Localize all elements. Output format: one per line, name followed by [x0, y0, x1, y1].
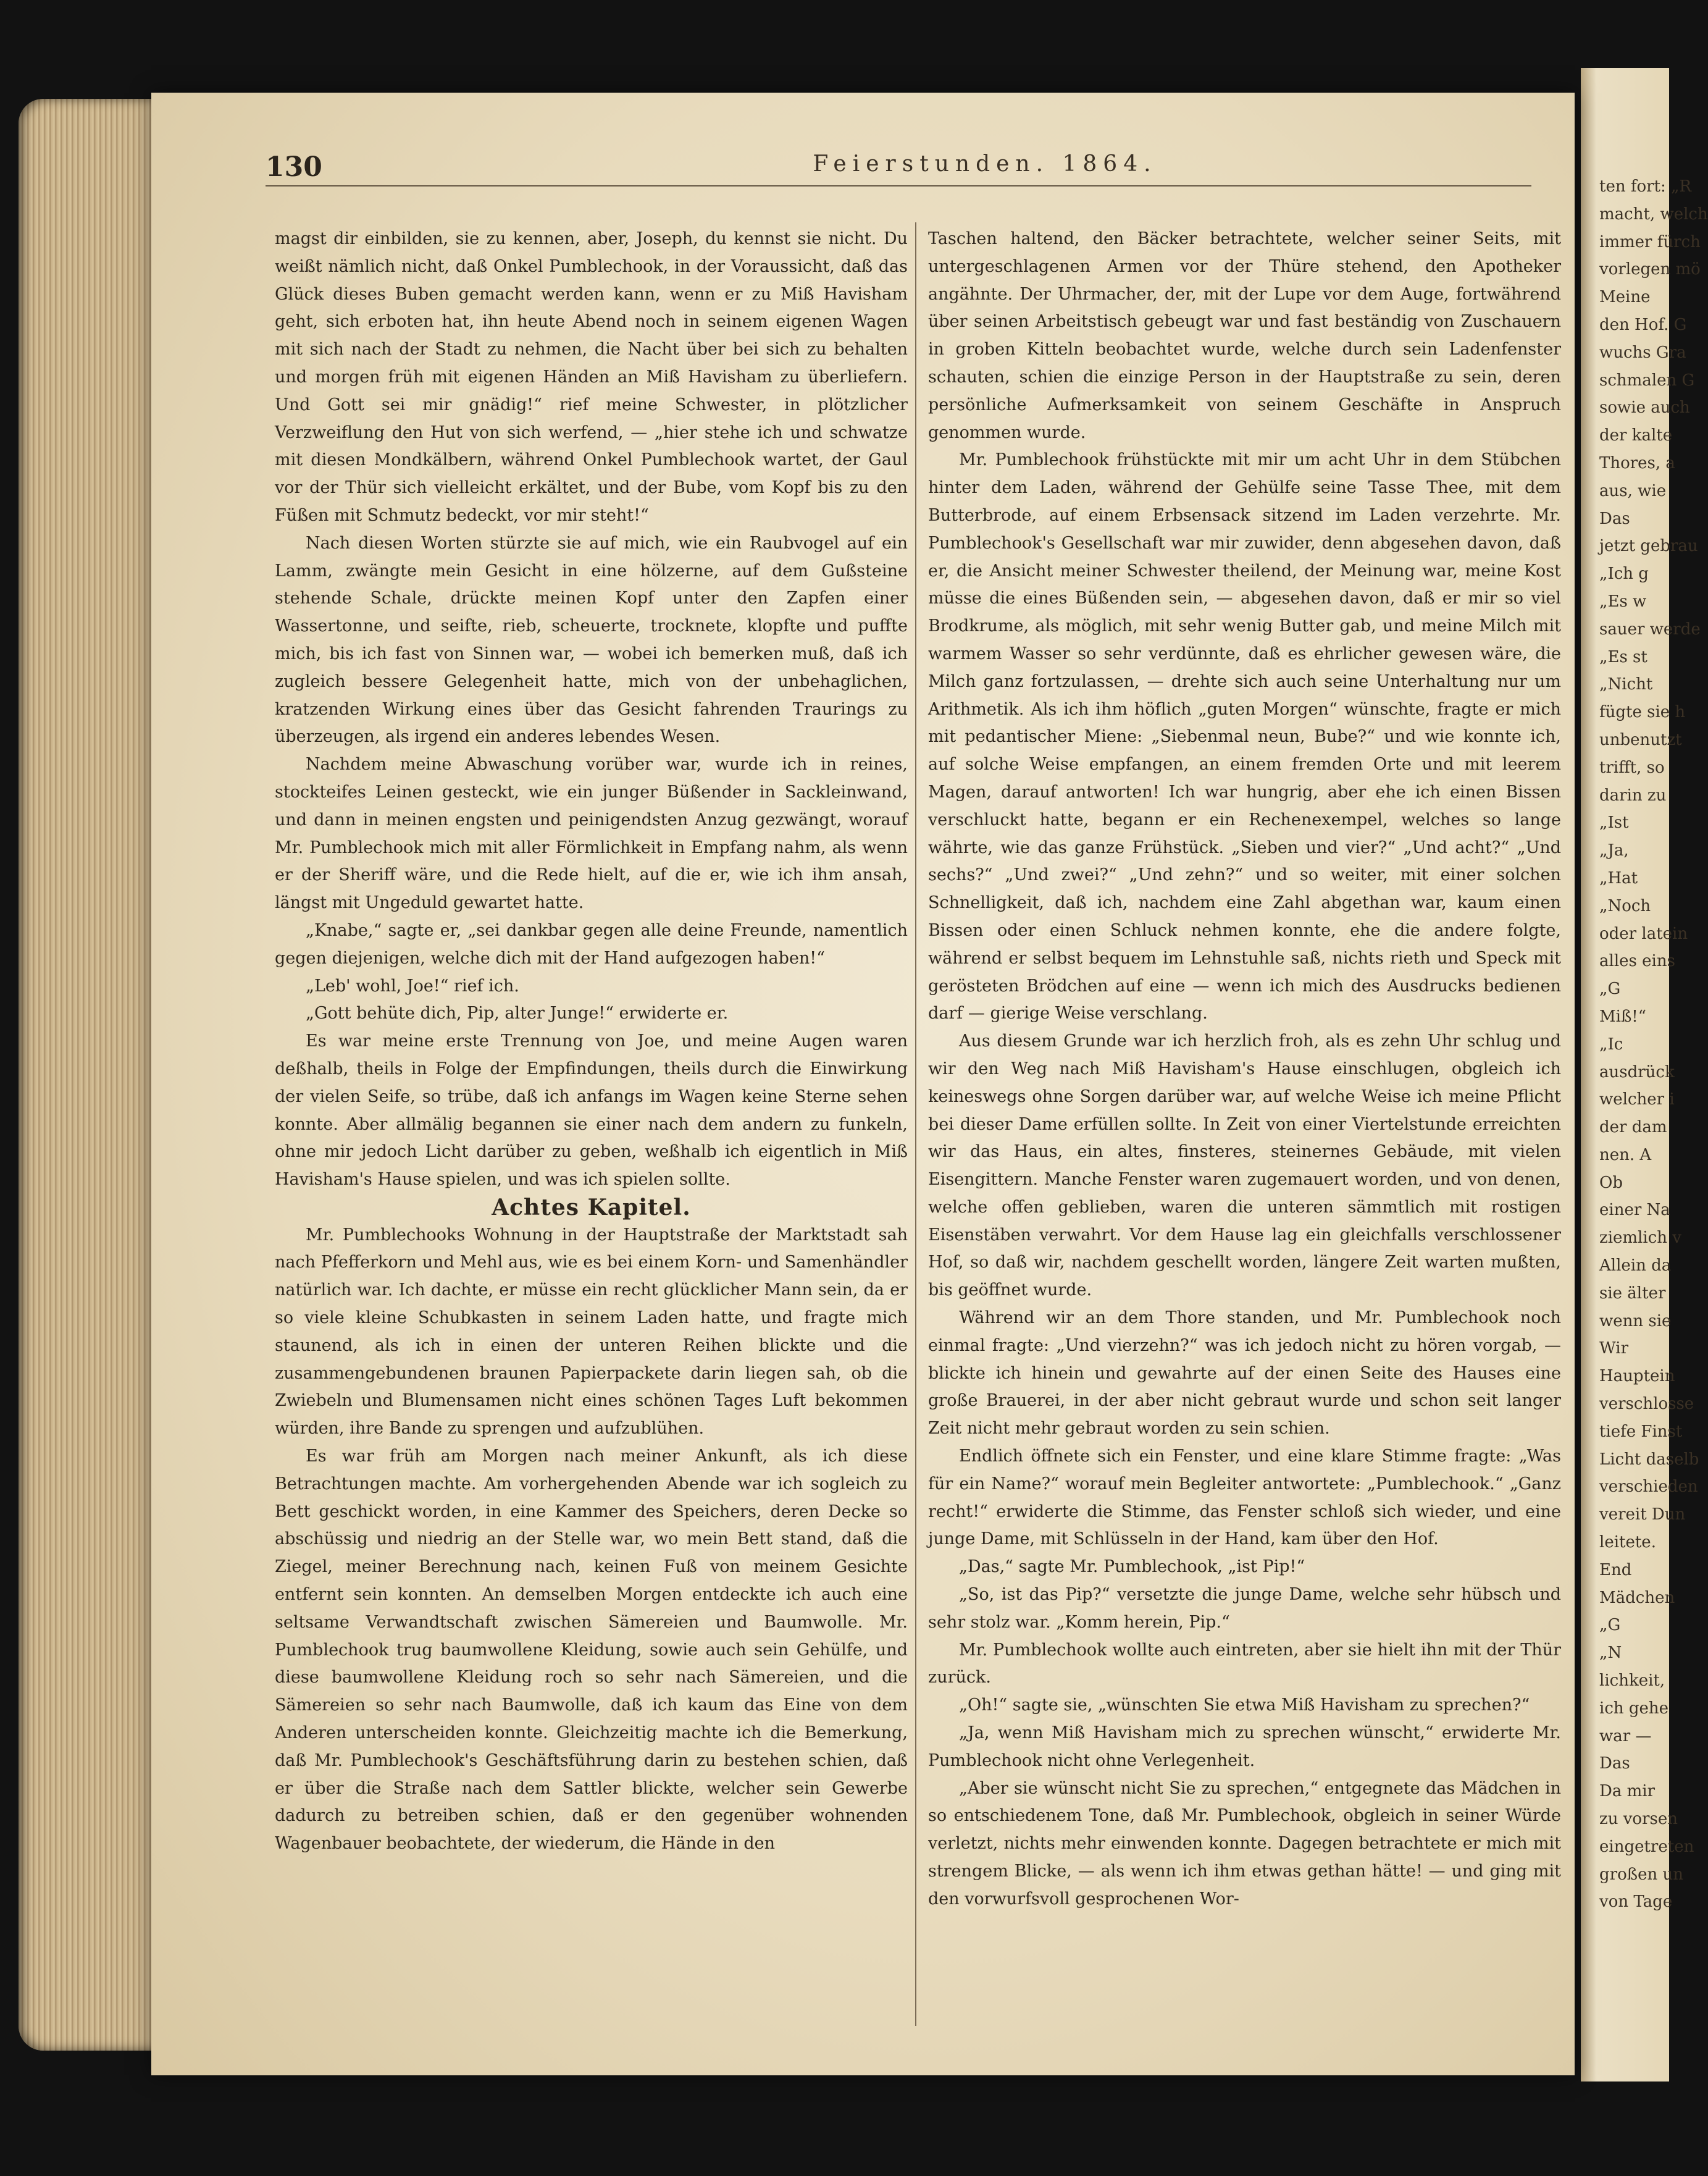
- paragraph: „Ja, wenn Miß Havisham mich zu sprechen wünscht,“ erwiderte Mr. Pumblechook nicht ohne Verlegenheit.: [928, 1723, 1561, 1770]
- fragment-line: der kalte: [1599, 426, 1673, 445]
- fragment-line: Das: [1599, 1754, 1630, 1773]
- fragment-line: sowie auch: [1599, 398, 1690, 418]
- fragment-line: immer fürch: [1599, 232, 1701, 251]
- fragment-line: „Ic: [1599, 1035, 1623, 1054]
- next-page-fragment: [1581, 68, 1708, 2081]
- fragment-line: Licht daselb: [1599, 1450, 1699, 1469]
- fragment-line: „Ist: [1599, 813, 1629, 833]
- chapter-title: Achtes Kapitel.: [492, 1194, 691, 1220]
- fragment-line: der dam: [1599, 1118, 1667, 1137]
- fragment-line: ten fort: „R: [1599, 177, 1692, 196]
- book-page-edges: [19, 99, 173, 2051]
- fragment-line: Wir: [1599, 1339, 1629, 1358]
- paragraph: „Aber sie wünscht nicht Sie zu sprechen,“ entgegnete das Mädchen in so entschiedenem Tone, daß Mr. Pumblechook, obgleich in seiner Würde verletzt, nichts mehr einwenden konnte. Dagegen betrachtete er mich mit strengem Blicke, — als wenn ich ihm etwas gethan hätte! — und ging mit den vorwurfsvoll gesprochenen Wor-: [928, 1778, 1561, 1909]
- fragment-line: darin zu: [1599, 786, 1667, 805]
- next-page-text: [1581, 68, 1708, 1916]
- paragraph: Nach diesen Worten stürzte sie auf mich, wie ein Raubvogel auf ein Lamm, zwängte mein Gesicht in eine hölzerne, auf dem Gußsteine stehende Schale, drückte meinen Kopf unter den Zapfen einer Wassertonne, und seifte, rieb, scheuerte, trocknete, klopfte und puffte mich, bis ich fast von Sinnen war, — wobei ich bemerken muß, daß ich zugleich bessere Gelegenheit hatte, mich von der unbehaglichen, kratzenden Wirkung eines über das Gesicht fahrenden Traurings zu überzeugen, als irgend ein anderes lebendes Wesen.: [275, 533, 908, 747]
- paragraph: Aus diesem Grunde war ich herzlich froh, als es zehn Uhr schlug und wir den Weg nach Miß Havisham's Hause einschlugen, obgleich ich keineswegs ohne Sorgen darüber war, auf welche Weise ich meine Pflicht bei dieser Dame erfüllen sollte. In Zeit von einer Viertelstunde erreichten wir das Haus, ein altes, finsteres, steinernes Gebäude, mit vielen Eisengittern. Manche Fenster waren zugemauert worden, und von denen, welche offen geblieben, waren die unteren sämmtlich mit rostigen Eisenstäben verwahrt. Vor dem Hause lag ein gleichfalls verschlossener Hof, so daß wir, nachdem geschellt worden, längere Zeit warten mußten, bis geöffnet wurde.: [928, 1031, 1561, 1300]
- fragment-line: „N: [1599, 1644, 1622, 1663]
- fragment-line: vereit Dun: [1599, 1505, 1686, 1524]
- paragraph: „Gott behüte dich, Pip, alter Junge!“ erwiderte er.: [306, 1004, 729, 1023]
- fragment-line: lichkeit,: [1599, 1671, 1665, 1691]
- fragment-line: eingetreten: [1599, 1837, 1694, 1856]
- running-title: Feierstunden. 1864.: [813, 151, 1157, 177]
- paragraph: „Knabe,“ sagte er, „sei dankbar gegen alle deine Freunde, namentlich gegen diejenigen, welche dich mit der Hand aufgezogen haben!“: [275, 920, 908, 968]
- column-divider: [915, 222, 916, 2026]
- fragment-line: ausdrück: [1599, 1062, 1675, 1082]
- fragment-line: schmalen G: [1599, 371, 1695, 390]
- fragment-line: „Es st: [1599, 647, 1647, 666]
- fragment-line: Allein da: [1599, 1256, 1672, 1275]
- paragraph: Taschen haltend, den Bäcker betrachtete, welcher seiner Seits, mit untergeschlagenen Armen vor der Thüre stehend, den Apotheker angähnte. Der Uhrmacher, der, mit der Lupe vor dem Auge, fortwährend über seinen Arbeitstisch gebeugt war und fast beständig von Zuschauern in groben Kitteln beobachtet wurde, welche durch sein Ladenfenster schauten, schien die einzige Person in der Hauptstraße zu sein, deren persönliche Aufmerksamkeit von seinem Geschäfte in Anspruch genommen wurde.: [928, 229, 1561, 442]
- fragment-line: macht, welch: [1599, 204, 1708, 224]
- fragment-line: ich gehe: [1599, 1699, 1669, 1718]
- paragraph: Mr. Pumblechook wollte auch eintreten, aber sie hielt ihn mit der Thür zurück.: [928, 1640, 1561, 1687]
- fragment-line: „G: [1599, 1616, 1621, 1635]
- paragraph: Mr. Pumblechooks Wohnung in der Hauptstraße der Marktstadt sah nach Pfefferkorn und Mehl aus, wie es bei einem Korn- und Samenhändler natürlich war. Ich dachte, er müsse ein recht glücklicher Mann sein, da er so viele kleine Schubkasten in seinem Laden hatte, und fragte mich staunend, als ich in einen der unteren Reihen blickte und die zusammengebundenen braunen Papierpackete darin liegen sah, ob die Zwiebeln und Blumensamen nicht eines schönen Tages Luft bekommen würden, ihre Bande zu sprengen und aufzublühen.: [275, 1225, 908, 1439]
- fragment-line: Mädchen: [1599, 1588, 1675, 1607]
- fragment-line: wuchs Gra: [1599, 343, 1686, 362]
- paragraph: „Das,“ sagte Mr. Pumblechook, „ist Pip!“: [959, 1557, 1305, 1577]
- paragraph: Während wir an dem Thore standen, und Mr. Pumblechook noch einmal fragte: „Und vierzehn?“ was ich jedoch nicht zu hören vorgab, — blickte ich hinein und gewahrte auf der einen Seite des Hauses eine große Brauerei, in der aber nicht gebraut wurde und schon seit langer Zeit nicht mehr gebraut worden zu sein schien.: [928, 1308, 1561, 1439]
- page-header: [151, 151, 1575, 188]
- fragment-line: ziemlich v: [1599, 1229, 1681, 1248]
- header-rule: [266, 185, 1531, 187]
- paragraph: „So, ist das Pip?“ versetzte die junge Dame, welche sehr hübsch und sehr stolz war. „Komm herein, Pip.“: [928, 1585, 1561, 1632]
- paragraph: „Oh!“ sagte sie, „wünschten Sie etwa Miß Havisham zu sprechen?“: [959, 1695, 1530, 1715]
- left-column: [275, 225, 908, 2023]
- fragment-line: welcher i: [1599, 1090, 1675, 1109]
- fragment-line: verschlosse: [1599, 1395, 1694, 1414]
- right-column: [928, 225, 1561, 2023]
- book-page: [151, 93, 1575, 2075]
- paragraph: magst dir einbilden, sie zu kennen, aber, Joseph, du kennst sie nicht. Du weißt nämlich nicht, daß Onkel Pumblechook, in der Voraussicht, daß das Glück dieses Buben gemacht werden kann, wenn er zu Miß Havisham geht, sich erboten hat, ihn heute Abend noch in seinem eigenen Wagen mit sich nach der Stadt zu nehmen, die Nacht über bei sich zu behalten und morgen früh mit eigenen Händen an Miß Havisham zu überliefern. Und Gott sei mir gnädig!“ rief meine Schwester, in plötzlicher Verzweiflung den Hut von sich werfend, — „hier stehe ich und schwatze mit diesen Mondkälbern, während Onkel Pumblechook wartet, der Gaul vor der Thür sich vielleicht erkältet, und der Bube, vom Kopf bis zu den Füßen mit Schmutz bedeckt, vor mir steht!“: [275, 229, 908, 525]
- paragraph: Endlich öffnete sich ein Fenster, und eine klare Stimme fragte: „Was für ein Name?“ worauf mein Begleiter antwortete: „Pumblechook.“ „Ganz recht!“ erwiderte die Stimme, das Fenster schloß sich wieder, und eine junge Dame, mit Schlüsseln in der Hand, kam über den Hof.: [928, 1447, 1561, 1549]
- fragment-line: Das: [1599, 509, 1630, 528]
- fragment-line: unbenutzt: [1599, 730, 1682, 749]
- fragment-line: „Nicht: [1599, 675, 1653, 694]
- fragment-line: „Hat: [1599, 868, 1638, 888]
- fragment-line: den Hof. G: [1599, 315, 1687, 334]
- fragment-line: Miß!“: [1599, 1007, 1647, 1026]
- fragment-line: vorlegen mö: [1599, 260, 1701, 279]
- fragment-line: „G: [1599, 980, 1621, 999]
- fragment-line: fügte sie h: [1599, 703, 1686, 722]
- fragment-line: „Es w: [1599, 592, 1647, 611]
- fragment-line: alles eins: [1599, 952, 1675, 971]
- fragment-line: Meine: [1599, 288, 1651, 307]
- paragraph: Es war meine erste Trennung von Joe, und meine Augen waren deßhalb, theils in Folge der Empfindungen, theils durch die Einwirkung der vielen Seife, so trübe, daß ich anfangs im Wagen keine Sterne sehen konnte. Aber allmälig begannen sie einer nach dem andern zu funkeln, ohne mir jedoch Licht darüber zu geben, weßhalb ich eigentlich in Miß Havisham's Hause spielen, und was ich spielen sollte.: [275, 1031, 908, 1190]
- fragment-line: oder latein: [1599, 924, 1688, 943]
- fragment-line: „Noch: [1599, 896, 1651, 915]
- fragment-line: Hauptein: [1599, 1367, 1675, 1386]
- fragment-line: war —: [1599, 1726, 1652, 1745]
- paragraph: Mr. Pumblechook frühstückte mit mir um acht Uhr in dem Stübchen hinter dem Laden, während der Gehülfe seine Tasse Thee, mit dem Butterbrode, auf einem Erbsensack sitzend im Laden verzehrte. Mr. Pumblechook's Gesellschaft war mir zuwider, denn abgesehen davon, daß er, die Ansicht meiner Schwester theilend, der Meinung war, meine Kost müsse die eines Büßenden sein, — abgesehen davon, daß er mir so viel Brodkrume, als möglich, mit sehr wenig Butter gab, und meine Milch mit warmem Wasser so sehr verdünnte, daß es ehrlicher gewesen wäre, die Milch ganz fortzulassen, — drehte sich auch seine Unterhaltung nur um Arithmetik. Als ich ihm höflich „guten Morgen“ wünschte, fragte er mich mit pedantischer Miene: „Siebenmal neun, Bube?“ und wie konnte ich, auf solche Weise empfangen, an einem fremden Orte und mit leerem Magen, darauf antworten! Ich war hungrig, aber ehe ich einen Bissen verschluckt hatte, begann er ein Rechenexempel, welches so lange währte, wie das ganze Frühstück. „Sieben und vier?“ „Und acht?“ „Und sechs?“ „Und zwei?“ „Und zehn?“ und so weiter, mit einer solchen Schnelligkeit, daß ich, nachdem eine Zahl abgethan war, kaum einen Bissen oder einen Schluck nehmen konnte, ehe die andere folgte, während er selbst bequem im Lehnstuhle saß, nichts rieth und Speck mit gerösteten Brödchen auf eine — wenn ich mich des Ausdrucks bedienen darf — gierige Weise verschlang.: [928, 450, 1561, 1023]
- fragment-line: nen. A: [1599, 1145, 1652, 1164]
- fragment-line: leitete.: [1599, 1533, 1656, 1552]
- fragment-line: Da mir: [1599, 1782, 1656, 1801]
- fragment-line: wenn sie: [1599, 1311, 1672, 1330]
- fragment-line: trifft, so: [1599, 758, 1665, 777]
- page-number: 130: [266, 151, 322, 183]
- fragment-line: verschieden: [1599, 1477, 1698, 1497]
- fragment-line: aus, wie: [1599, 481, 1667, 500]
- fragment-line: einer Na: [1599, 1201, 1670, 1220]
- fragment-line: „Ja,: [1599, 841, 1629, 860]
- fragment-line: von Tage: [1599, 1892, 1673, 1912]
- fragment-line: tiefe Finst: [1599, 1422, 1683, 1441]
- fragment-line: End: [1599, 1560, 1632, 1579]
- fragment-line: jetzt gebrau: [1599, 537, 1698, 556]
- fragment-line: „Ich g: [1599, 565, 1649, 584]
- fragment-line: sie älter: [1599, 1283, 1666, 1303]
- fragment-line: sauer werde: [1599, 620, 1701, 639]
- paragraph: Nachdem meine Abwaschung vorüber war, wurde ich in reines, stockteifes Leinen gesteckt, wie ein junger Büßender in Sackleinwand, und dann in meinen engsten und peinigendsten Anzug gezwängt, worauf Mr. Pumblechook mich mit aller Förmlichkeit in Empfang nahm, als wenn er der Sheriff wäre, und die Rede hielt, auf die er, wie ich ihm ansah, längst mit Ungeduld gewartet hatte.: [275, 755, 908, 913]
- paragraph: Es war früh am Morgen nach meiner Ankunft, als ich diese Betrachtungen machte. Am vorhergehenden Abende war ich sogleich zu Bett geschickt worden, in eine Kammer des Speichers, deren Decke so abschüssig und niedrig an der Stelle war, wo mein Bett stand, daß die Ziegel, meiner Berechnung nach, keinen Fuß von meinem Gesichte entfernt sein konnten. An demselben Morgen entdeckte ich auch eine seltsame Verwandtschaft zwischen Sämereien und Baumwolle. Mr. Pumblechook trug baumwollene Kleidung, sowie auch sein Gehülfe, und diese baumwollene Kleidung roch so sehr nach Sämereien, und die Sämereien so sehr nach Baumwolle, daß ich kaum das Eine von dem Anderen unterscheiden konnte. Gleichzeitig machte ich die Bemerkung, daß Mr. Pumblechook's Geschäftsführung darin zu bestehen schien, daß er über die Straße nach dem Sattler blickte, welcher sein Gewerbe dadurch zu betreiben schien, daß er den gegenüber wohnenden Wagenbauer beobachtete, der wiederum, die Hände in den: [275, 1447, 908, 1854]
- fragment-line: Ob: [1599, 1173, 1623, 1192]
- paragraph: „Leb' wohl, Joe!“ rief ich.: [306, 976, 519, 996]
- fragment-line: großen un: [1599, 1865, 1683, 1884]
- fragment-line: Thores, a: [1599, 453, 1675, 473]
- fragment-line: zu vorsen: [1599, 1810, 1678, 1829]
